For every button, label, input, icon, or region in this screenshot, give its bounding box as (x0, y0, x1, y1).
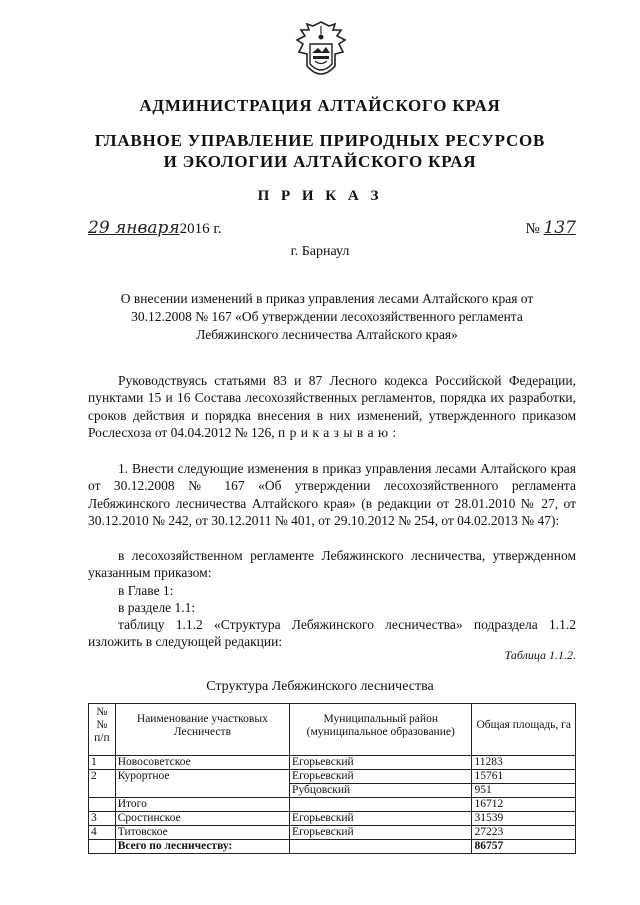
document-type: П Р И К А З (257, 188, 383, 204)
cell-total-label: Всего по лесничеству: (115, 840, 289, 854)
cell-district: Рубцовский (290, 784, 472, 798)
header-forestry-name: Наименование участковых Лесничеств (115, 704, 289, 756)
cell-district: Егорьевский (290, 770, 472, 784)
table-row (89, 812, 576, 826)
cell-district: Егорьевский (290, 826, 472, 840)
administration-heading: АДМИНИСТРАЦИЯ АЛТАЙСКОГО КРАЯ (139, 96, 501, 115)
cell-district (290, 798, 472, 812)
header-total-area: Общая площадь, га (472, 704, 576, 756)
table-header-row (89, 704, 576, 756)
cell-number: 1 (89, 756, 116, 770)
department-heading (0, 130, 640, 172)
cell-forestry-name: Титовское (115, 826, 289, 840)
cell-area: 27223 (472, 826, 576, 840)
table-row (89, 826, 576, 840)
table-title: Структура Лебяжинского лесничества (206, 679, 434, 694)
cell-area: 16712 (472, 798, 576, 812)
handwritten-date: 29 января (88, 218, 180, 238)
department-heading-line2: И ЭКОЛОГИИ АЛТАЙСКОГО КРАЯ (163, 152, 477, 171)
paragraph-chapter: в Главе 1: (118, 583, 174, 598)
coat-of-arms-emblem (291, 20, 351, 84)
cell-forestry-name: Курортное (115, 770, 289, 798)
city: г. Барнаул (290, 244, 350, 259)
cell-forestry-name: Итого (115, 798, 289, 812)
number-label: № (525, 221, 540, 237)
paragraph-table-instruction: таблицу 1.1.2 «Структура Лебяжинского лесничества» подраздела 1.1.2 изложить в следующей редакции: (88, 617, 576, 650)
forestry-structure-table (88, 703, 576, 854)
cell-number: 4 (89, 826, 116, 840)
order-date (88, 218, 222, 238)
header-number: №№ п/п (89, 704, 116, 756)
handwritten-number: 137 (543, 218, 576, 238)
order-title: О внесении изменений в приказ управления лесами Алтайского края от 30.12.2008 № 167 «Об утверждении лесохозяйственного регламента Лебяжинского лесничества Алтайского края» (120, 291, 534, 342)
cell-total-area: 86757 (472, 840, 576, 854)
paragraph-basis-text: Руководствуясь статьями 83 и 87 Лесного кодекса Российской Федерации, пунктами 15 и 16 Состава лесохозяйственных регламентов, порядка их разработки, сроков действия и порядка внесения в них изменений, утвержденного приказом Рослесхоза от 04.04.2012 № 126, (88, 373, 576, 441)
table-total-row (89, 840, 576, 854)
cell-district: Егорьевский (290, 812, 472, 826)
paragraph-regulation: в лесохозяйственном регламенте Лебяжинского лесничества, утвержденном указанным приказом: (88, 548, 576, 581)
cell-area: 15761 (472, 770, 576, 784)
cell-number (89, 840, 116, 854)
order-number (525, 218, 576, 238)
date-year: 2016 г. (179, 221, 222, 237)
cell-forestry-name: Новосоветское (115, 756, 289, 770)
cell-district: Егорьевский (290, 756, 472, 770)
table-row (89, 756, 576, 770)
cell-number: 2 (89, 770, 116, 798)
department-heading-line1: ГЛАВНОЕ УПРАВЛЕНИЕ ПРИРОДНЫХ РЕСУРСОВ (94, 131, 546, 150)
cell-area: 11283 (472, 756, 576, 770)
cell-area: 31539 (472, 812, 576, 826)
header-municipal-district: Муниципальный район (муниципальное образование) (290, 704, 472, 756)
paragraph-section: в разделе 1.1: (118, 600, 196, 615)
cell-area: 951 (472, 784, 576, 798)
order-verb: п р и к а з ы в а ю : (278, 425, 397, 441)
paragraph-basis (88, 372, 576, 442)
date-number-row (88, 218, 576, 246)
cell-number: 3 (89, 812, 116, 826)
table-row (89, 770, 576, 784)
cell-district (290, 840, 472, 854)
table-caption: Таблица 1.1.2. (504, 648, 576, 662)
cell-forestry-name: Сростинское (115, 812, 289, 826)
paragraph-item-1: 1. Внести следующие изменения в приказ управления лесами Алтайского края от 30.12.2008 № 167 «Об утверждении лесохозяйственного регламента Лебяжинского лесничества Алтайского края» (в редакции от 28.01.2010 № 27, от 30.12.2010 № 242, от 30.12.2011 № 401, от 29.10.2012 № 254, от 04.02.2013 № 47): (88, 461, 576, 529)
table-row (89, 798, 576, 812)
cell-number (89, 798, 116, 812)
